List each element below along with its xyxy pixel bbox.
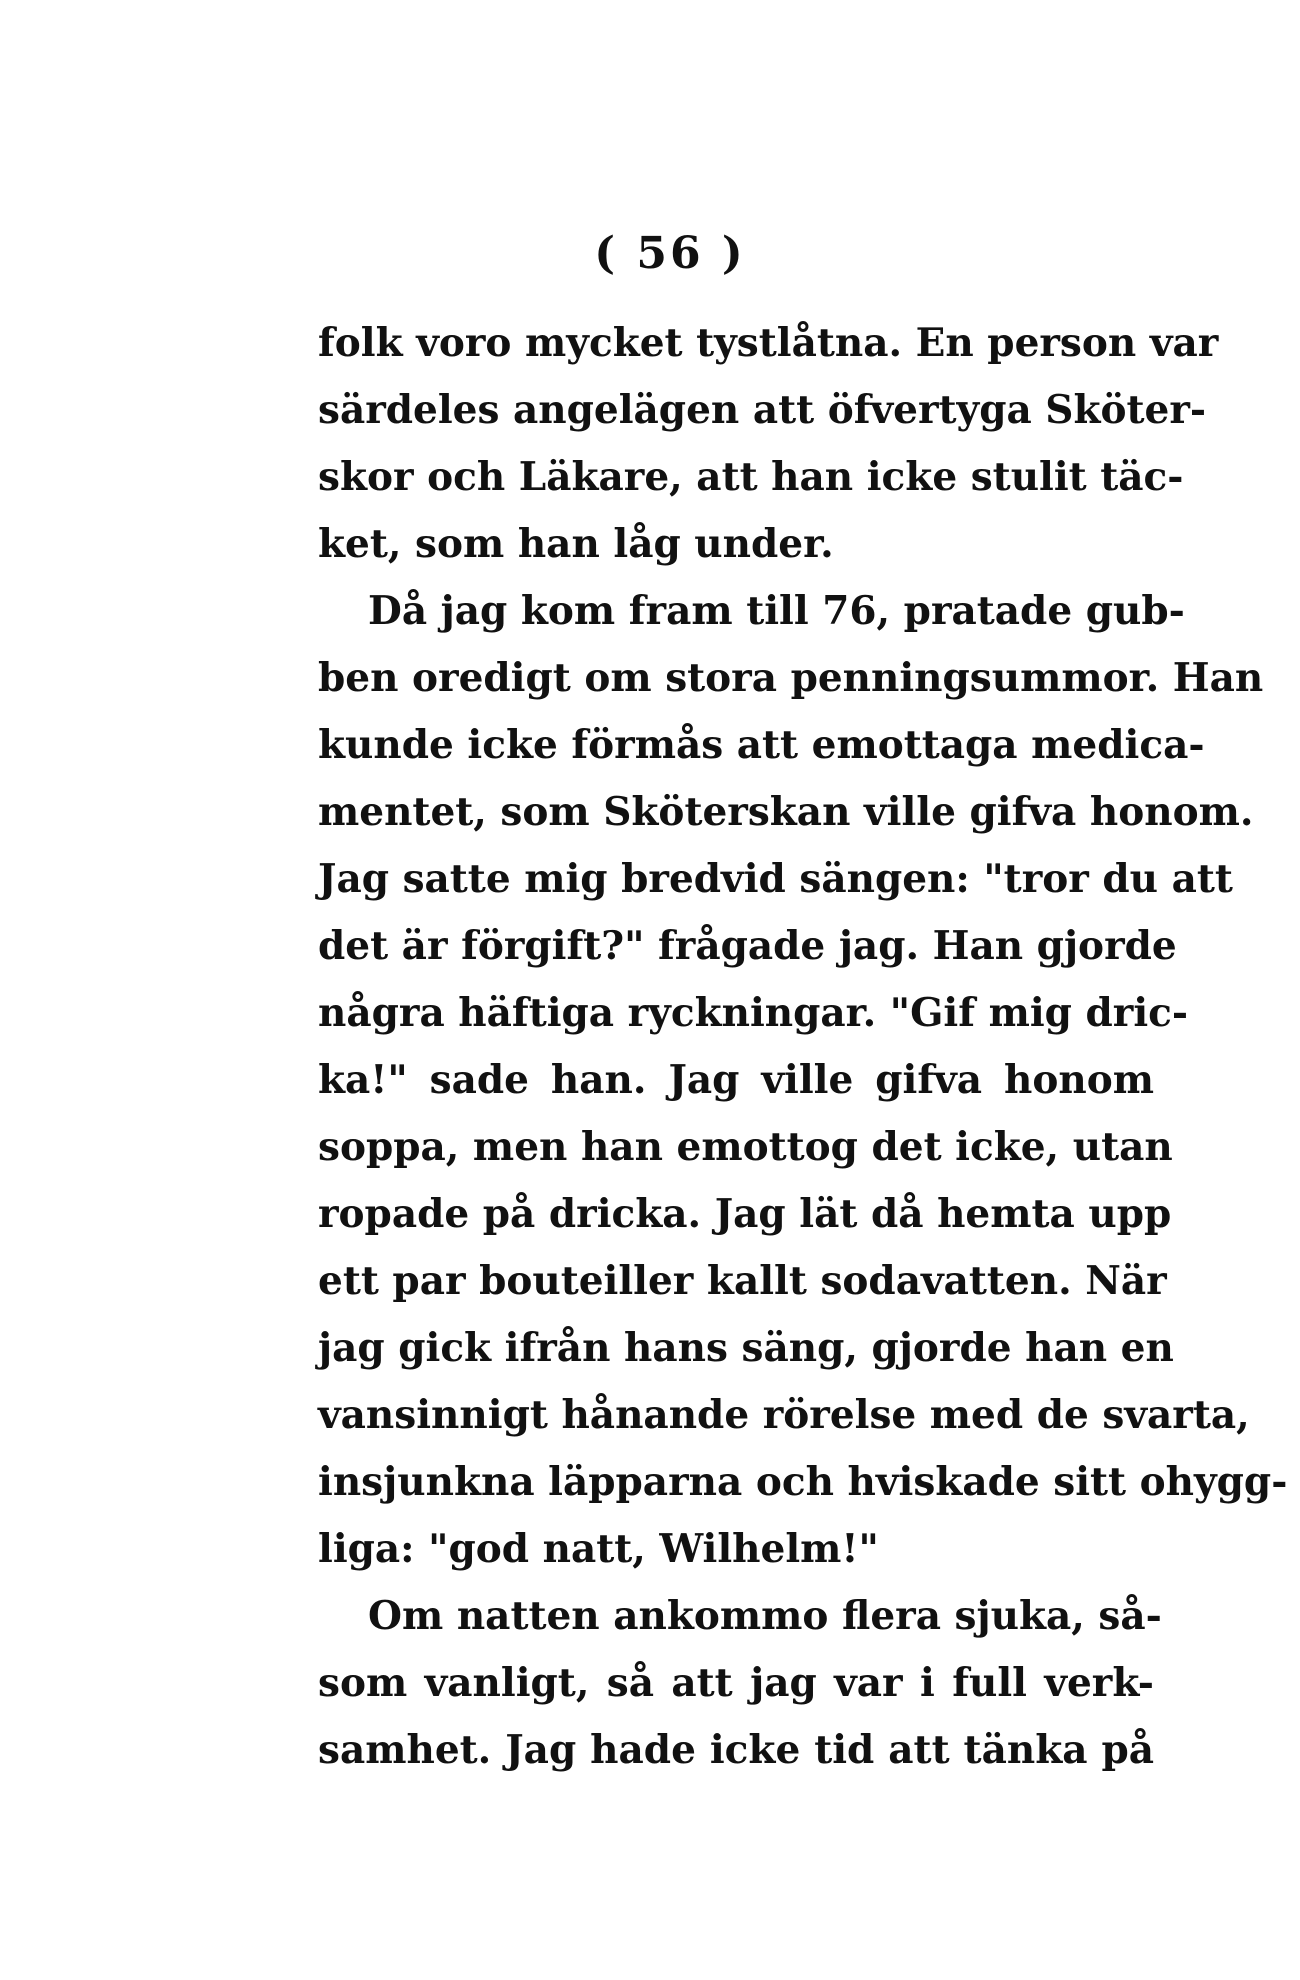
text-line: ka!" sade han. Jag ville gifva honom <box>318 1057 1154 1103</box>
text-line: ket, som han låg under. <box>318 521 834 567</box>
text-line: liga: "god natt, Wilhelm!" <box>318 1526 879 1572</box>
text-line: insjunkna läpparna och hviskade sitt ohygg- <box>318 1459 1288 1505</box>
text-line: vansinnigt hånande rörelse med de svarta, <box>318 1392 1250 1438</box>
text-line: jag gick ifrån hans säng, gjorde han en <box>318 1325 1174 1371</box>
text-line: särdeles angelägen att öfvertyga Sköter- <box>318 387 1207 433</box>
text-line: soppa, men han emottog det icke, utan <box>318 1124 1173 1170</box>
text-line: ben oredigt om stora penningsummor. Han <box>318 655 1264 701</box>
text-line: det är förgift?" frågade jag. Han gjorde <box>318 923 1177 969</box>
text-line: kunde icke förmås att emottaga medica- <box>318 722 1205 768</box>
text-line: skor och Läkare, att han icke stulit täc- <box>318 454 1184 500</box>
text-line: några häftiga ryckningar. "Gif mig dric- <box>318 990 1189 1036</box>
paragraph-start-line: Om natten ankommo flera sjuka, så- <box>368 1593 1162 1639</box>
body-text <box>318 310 1288 1784</box>
text-line: samhet. Jag hade icke tid att tänka på <box>318 1727 1154 1773</box>
text-line: ropade på dricka. Jag lät då hemta upp <box>318 1191 1172 1237</box>
text-line: ett par bouteiller kallt sodavatten. När <box>318 1258 1167 1304</box>
text-line: folk voro mycket tystlåtna. En person var <box>318 320 1219 366</box>
page-number: ( 56 ) <box>594 228 746 279</box>
text-line: Jag satte mig bredvid sängen: "tror du att <box>318 856 1233 902</box>
paragraph-start-line: Då jag kom fram till 76, pratade gub- <box>368 588 1185 634</box>
text-line: som vanligt, så att jag var i full verk- <box>318 1660 1154 1706</box>
text-line: mentet, som Sköterskan ville gifva honom. <box>318 789 1254 835</box>
